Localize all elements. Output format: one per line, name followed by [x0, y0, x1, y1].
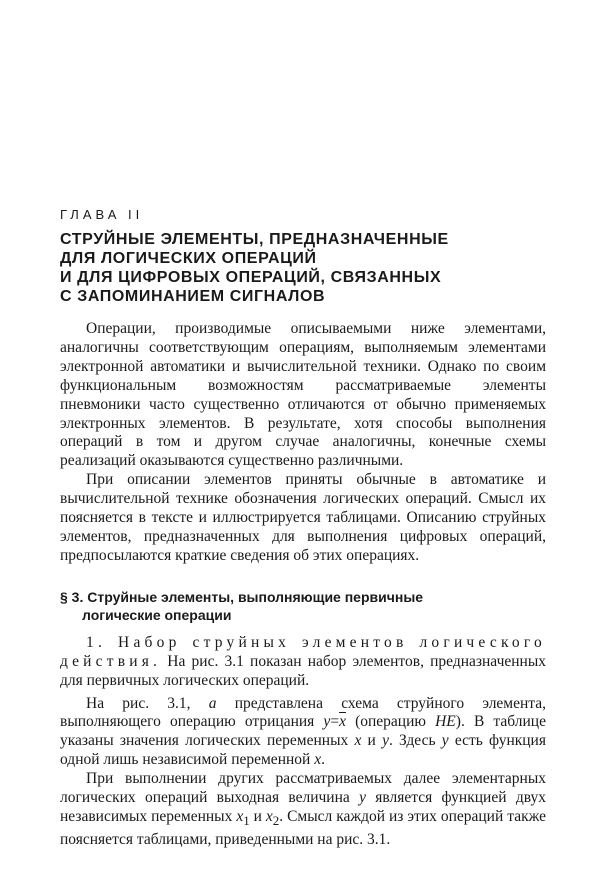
- text-run: При выполнении других рассматриваемых далее элементарных логических операций выходная величина: [60, 770, 546, 807]
- text-run: и: [249, 807, 266, 825]
- math-var: y: [441, 732, 449, 750]
- section-heading-line-2: логические операции: [82, 606, 232, 623]
- text-run: и: [361, 732, 383, 750]
- intro-paragraph-1: Операции, производимые описываемыми ниже элементами, аналогичны соответствующим операциям, выполняемым элементами электронной автоматики и вычислительной техники. Однако по своим функциональным возможностям рассматриваемые элементы пневмоники часто существенно отличаются от обычно применяемых электронных элементов. В результате, хотя способы выполнения операций в том и другом случае аналогичны, конечные схемы реализаций оказываются существенно различными.: [60, 320, 546, 470]
- text-run: . Смысл каждой из этих операций также поясняется таблицами, приведенными на рис. 3.1.: [60, 807, 546, 848]
- math-var: x: [314, 751, 322, 769]
- math-var: y: [382, 732, 389, 750]
- math-var-negated: $\overline{x}$: [339, 713, 346, 731]
- text-run: . Здесь: [388, 732, 442, 750]
- math-var: x: [236, 807, 244, 825]
- math-var: x: [265, 807, 273, 825]
- text-run: ). В таблице указаны значения логических переменных: [60, 713, 546, 750]
- text-run: представлена схема струйного элемента, выполняющего операцию отрицания: [60, 694, 547, 731]
- section-paragraph-2: [60, 695, 546, 771]
- chapter-title-line-4: С ЗАПОМИНАНИЕМ СИГНАЛОВ: [60, 288, 326, 305]
- math-subscript: 2: [272, 813, 280, 829]
- section-heading: [60, 588, 546, 624]
- subsection-title: 1. Набор струйных элементов логического действия.: [60, 633, 546, 670]
- chapter-title-line-2: ДЛЯ ЛОГИЧЕСКИХ ОПЕРАЦИЙ: [60, 250, 317, 267]
- chapter-label: ГЛАВА II: [60, 207, 144, 222]
- text-run: .: [321, 751, 325, 769]
- math-operator: =: [330, 713, 340, 731]
- chapter-title: [60, 230, 546, 306]
- book-page: [60, 207, 546, 850]
- math-subscript: 1: [243, 813, 250, 829]
- text-run: является функцией двух независимых переменных: [60, 789, 546, 825]
- subsection-text: На рис. 3.1 показан набор элементов, предназначенных для первичных логических операций.: [60, 652, 546, 689]
- section-heading-line-1: § 3. Струйные элементы, выполняющие первичные: [60, 588, 424, 605]
- math-var: y: [359, 789, 366, 807]
- section-paragraph-1: [60, 634, 546, 691]
- text-run: есть функция одной лишь независимой переменной: [60, 732, 546, 769]
- math-operation-name: НЕ: [435, 713, 456, 731]
- chapter-title-line-3: И ДЛЯ ЦИФРОВЫХ ОПЕРАЦИЙ, СВЯЗАННЫХ: [60, 269, 442, 286]
- intro-paragraph-2: При описании элементов приняты обычные в автоматике и вычислительной технике обозначения логических операций. Смысл их поясняется в тексте и иллюстрируется таблицами. Описанию струйных элементов, предназначенных для выполнения цифровых операций, предпосылаются краткие сведения об этих операциях.: [60, 471, 546, 564]
- math-var: а: [208, 694, 217, 712]
- math-var: y: [323, 713, 331, 731]
- text-run: На рис. 3.1,: [86, 694, 209, 712]
- math-var: x: [354, 732, 362, 750]
- text-run: (операцию: [345, 713, 436, 731]
- section-paragraph-3: [60, 770, 546, 850]
- chapter-title-line-1: СТРУЙНЫЕ ЭЛЕМЕНТЫ, ПРЕДНАЗНАЧЕННЫЕ: [60, 231, 449, 248]
